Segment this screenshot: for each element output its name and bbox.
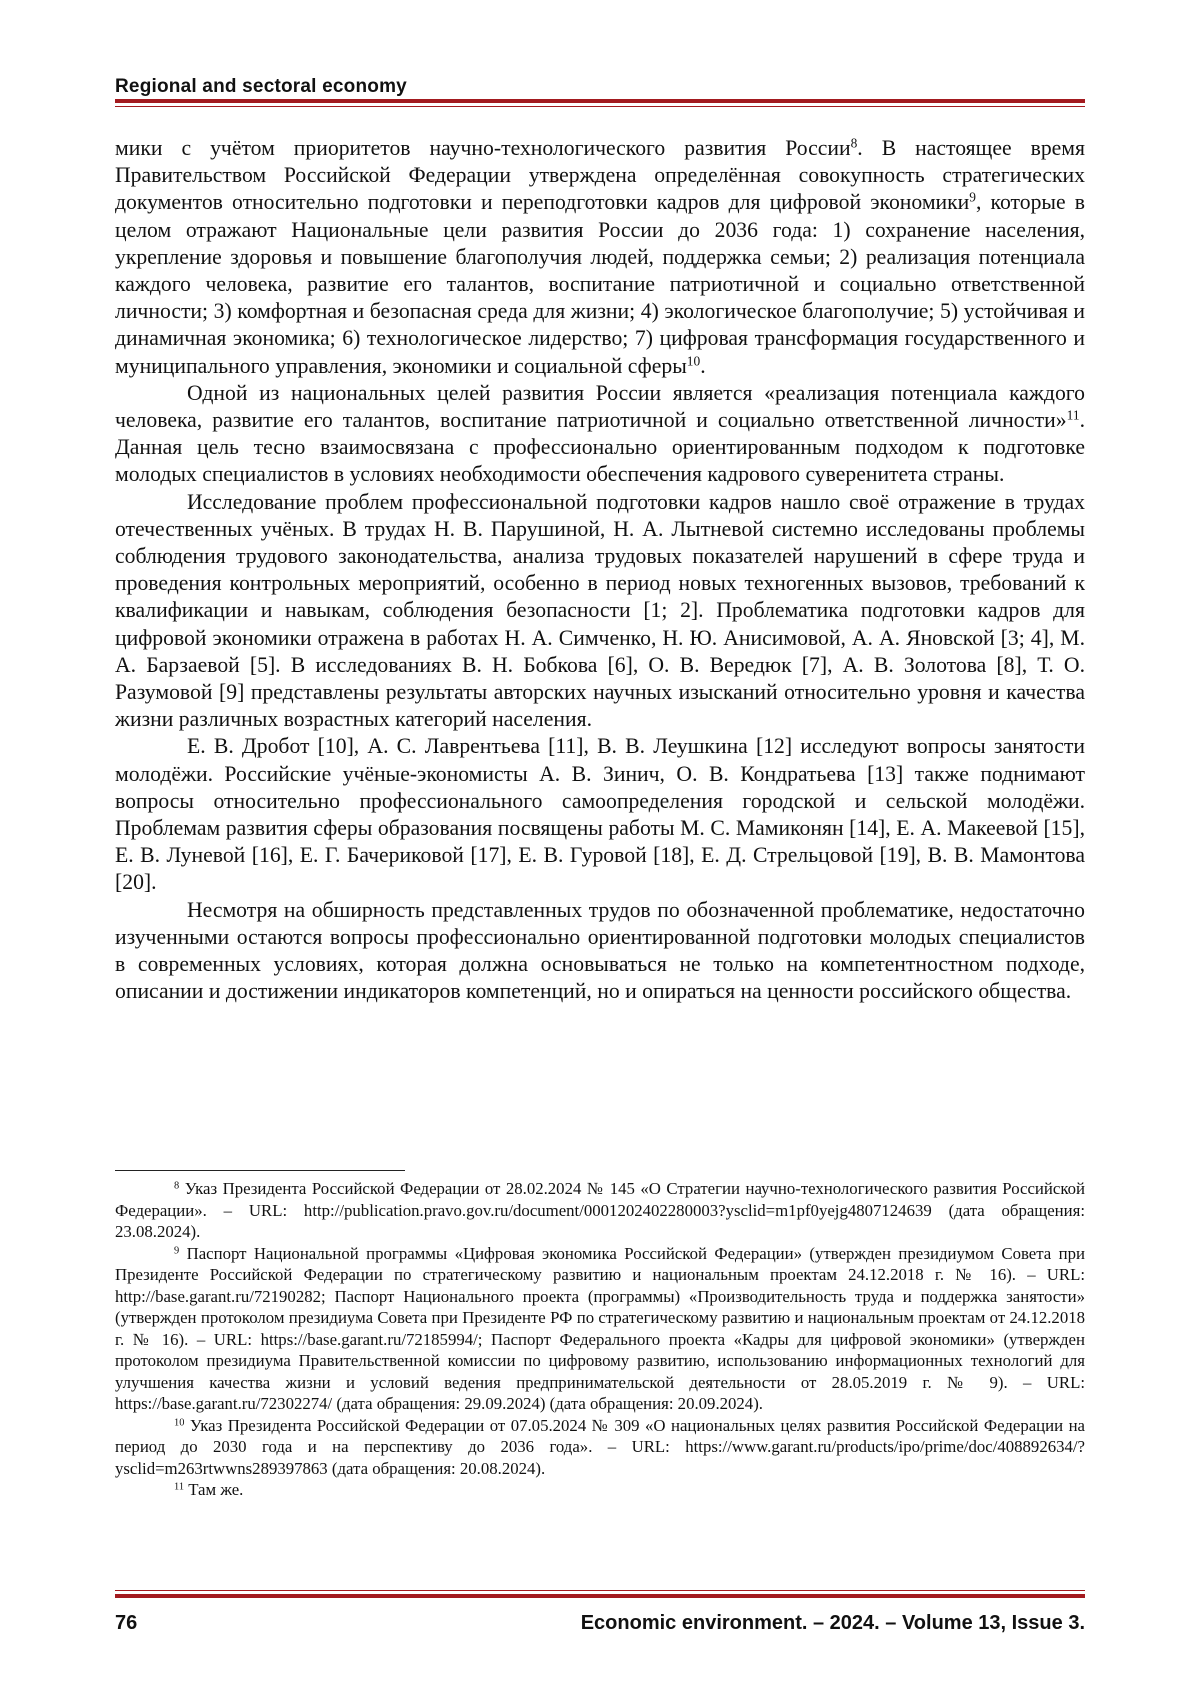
journal-citation: Economic environment. – 2024. – Volume 13, Issue 3. — [580, 1612, 1085, 1634]
main-text — [115, 135, 1085, 1006]
footnote-ref-8[interactable]: 8 — [850, 135, 858, 151]
paragraph-3: Исследование проблем профессиональной подготовки кадров нашло своё отражение в трудах отечественных учёных. В трудах Н. В. Парушиной, Н. А. Лытневой системно исследованы проблемы соблюдения трудового законодательства, анализа трудовых показателей нарушений в сфере труда и проведения контрольных мероприятий, особенно в период новых техногенных вызовов, требований к квалификации и навыкам, соблюдения безопасности [1; 2]. Проблематика подготовки кадров для цифровой экономики отражена в работах Н. А. Симченко, Н. Ю. Анисимовой, А. А. Яновской [3; 4], М. А. Барзаевой [5]. В исследованиях В. Н. Бобкова [6], О. В. Вередюк [7], А. В. Золотова [8], Т. О. Разумовой [9] представлены результаты авторских научных изысканий относительно уровня и качества жизни различных возрастных категорий населения. — [115, 489, 1085, 732]
footnotes — [115, 1178, 1085, 1501]
paragraph-2-text-b: . Данная цель тесно взаимосвязана с профессионально ориентированным подходом к подготовке молодых специалистов в условиях необходимости обеспечения кадрового суверенитета страны. — [115, 408, 1085, 487]
footnote-number: 11 — [174, 1481, 185, 1493]
header-rule-thick — [115, 99, 1085, 103]
footnote-text: Там же. — [184, 1480, 244, 1499]
paragraph-5: Несмотря на обширность представленных трудов по обозначенной проблематике, недостаточно изученными остаются вопросы профессионально ориентированной подготовки молодых специалистов в современных условиях, которая должна основываться не только на компетентностном подходе, описании и достижении индикаторов компетенций, но и опираться на ценности российского общества. — [115, 897, 1085, 1004]
footnote-ref-10[interactable]: 10 — [686, 353, 701, 369]
header-rule-thin — [115, 106, 1085, 107]
paragraph-1-text-d: . — [700, 353, 706, 378]
paragraph-1-text-b: . В настоящее время Правительством Российской Федерации утверждена определённая совокупность стратегических документов относительно подготовки и переподготовки кадров для цифровой экономики — [115, 136, 1085, 215]
footnote-number: 10 — [174, 1416, 185, 1428]
footnote-9 — [115, 1243, 1085, 1415]
footnote-8 — [115, 1178, 1085, 1243]
footnote-ref-11[interactable]: 11 — [1066, 407, 1080, 423]
footer-rule-thin — [115, 1590, 1085, 1591]
paragraph-2 — [115, 380, 1085, 489]
footnote-separator — [115, 1170, 405, 1171]
footnote-10 — [115, 1415, 1085, 1480]
footnote-text: Указ Президента Российской Федерации от 07.05.2024 № 309 «О национальных целях развития Российской Федерации на период до 2030 года и на перспективу до 2036 года». – URL: https://www.garant.ru/products/ipo/prime/doc/408892634/?ysclid=m263rtwwns289397863 (дата обращения: 20.08.2024). — [115, 1415, 1085, 1478]
paragraph-1 — [115, 135, 1085, 380]
footer-rule-thick — [115, 1594, 1085, 1598]
footnote-ref-9[interactable]: 9 — [969, 190, 977, 206]
footnote-number: 8 — [174, 1180, 180, 1192]
paragraph-4: Е. В. Дробот [10], А. С. Лаврентьева [11], В. В. Леушкина [12] исследуют вопросы занятости молодёжи. Российские учёные-экономисты А. В. Зинич, О. В. Кондратьева [13] также поднимают вопросы относительно профессионального самоопределения городской и сельской молодёжи. Проблемам развития сферы образования посвящены работы М. С. Мамиконян [14], Е. А. Макеевой [15], Е. В. Луневой [16], Е. Г. Бачериковой [17], Е. В. Гуровой [18], Е. Д. Стрельцовой [19], В. В. Мамонтова [20]. — [115, 734, 1085, 895]
footnote-11 — [115, 1479, 1085, 1501]
paragraph-1-text-c: , которые в целом отражают Национальные цели развития России до 2036 года: 1) сохранение населения, укрепление здоровья и повышение благополучия людей, поддержка семьи; 2) реализация потенциала каждого человека, развитие его талантов, воспитание патриотичной и социально ответственной личности; 3) комфортная и безопасная среда для жизни; 4) экологическое благополучие; 5) устойчивая и динамичная экономика; 6) технологическое лидерство; 7) цифровая трансформация государственного и муниципального управления, экономики и социальной сферы — [115, 190, 1085, 378]
page-number: 76 — [115, 1612, 138, 1634]
paragraph-1-text-a: мики с учётом приоритетов научно-технологического развития России — [115, 136, 851, 160]
paragraph-2-text-a: Одной из национальных целей развития России является «реализация потенциала каждого человека, развитие его талантов, воспитание патриотичной и социально ответственной личности» — [115, 380, 1085, 433]
footnote-text: Указ Президента Российской Федерации от 28.02.2024 № 145 «О Стратегии научно-технологического развития Российской Федерации». – URL: http://publication.pravo.gov.ru/document/0001202402280003?ysclid=m1pf0yejg4807124639 (дата обращения: 23.08.2024). — [115, 1179, 1085, 1241]
running-header: Regional and sectoral economy — [115, 76, 407, 97]
footnote-number: 9 — [174, 1244, 180, 1256]
footnote-text: Паспорт Национальной программы «Цифровая экономика Российской Федерации» (утвержден президиумом Совета при Президенте Российской Федерации по стратегическому развитию и национальным проектам 24.12.2018 г. № 16). – URL: http://base.garant.ru/72190282; Паспорт Национального проекта (программы) «Производительность труда и поддержка занятости» (утвержден протоколом президиума Совета при Президенте РФ по стратегическому развитию и национальным проектам от 24.12.2018 г. № 16). – URL: https://base.garant.ru/72185994/; Паспорт Федерального проекта «Кадры для цифровой экономики» (утвержден протоколом президиума Правительственной комиссии по цифровому развитию, использованию информационных технологий для улучшения качества жизни и условий ведения предпринимательской деятельности от 28.05.2019 г. № 9). – URL: https://base.garant.ru/72302274/ (дата обращения: 29.09.2024) (дата обращения: 20.09.2024). — [115, 1243, 1085, 1413]
